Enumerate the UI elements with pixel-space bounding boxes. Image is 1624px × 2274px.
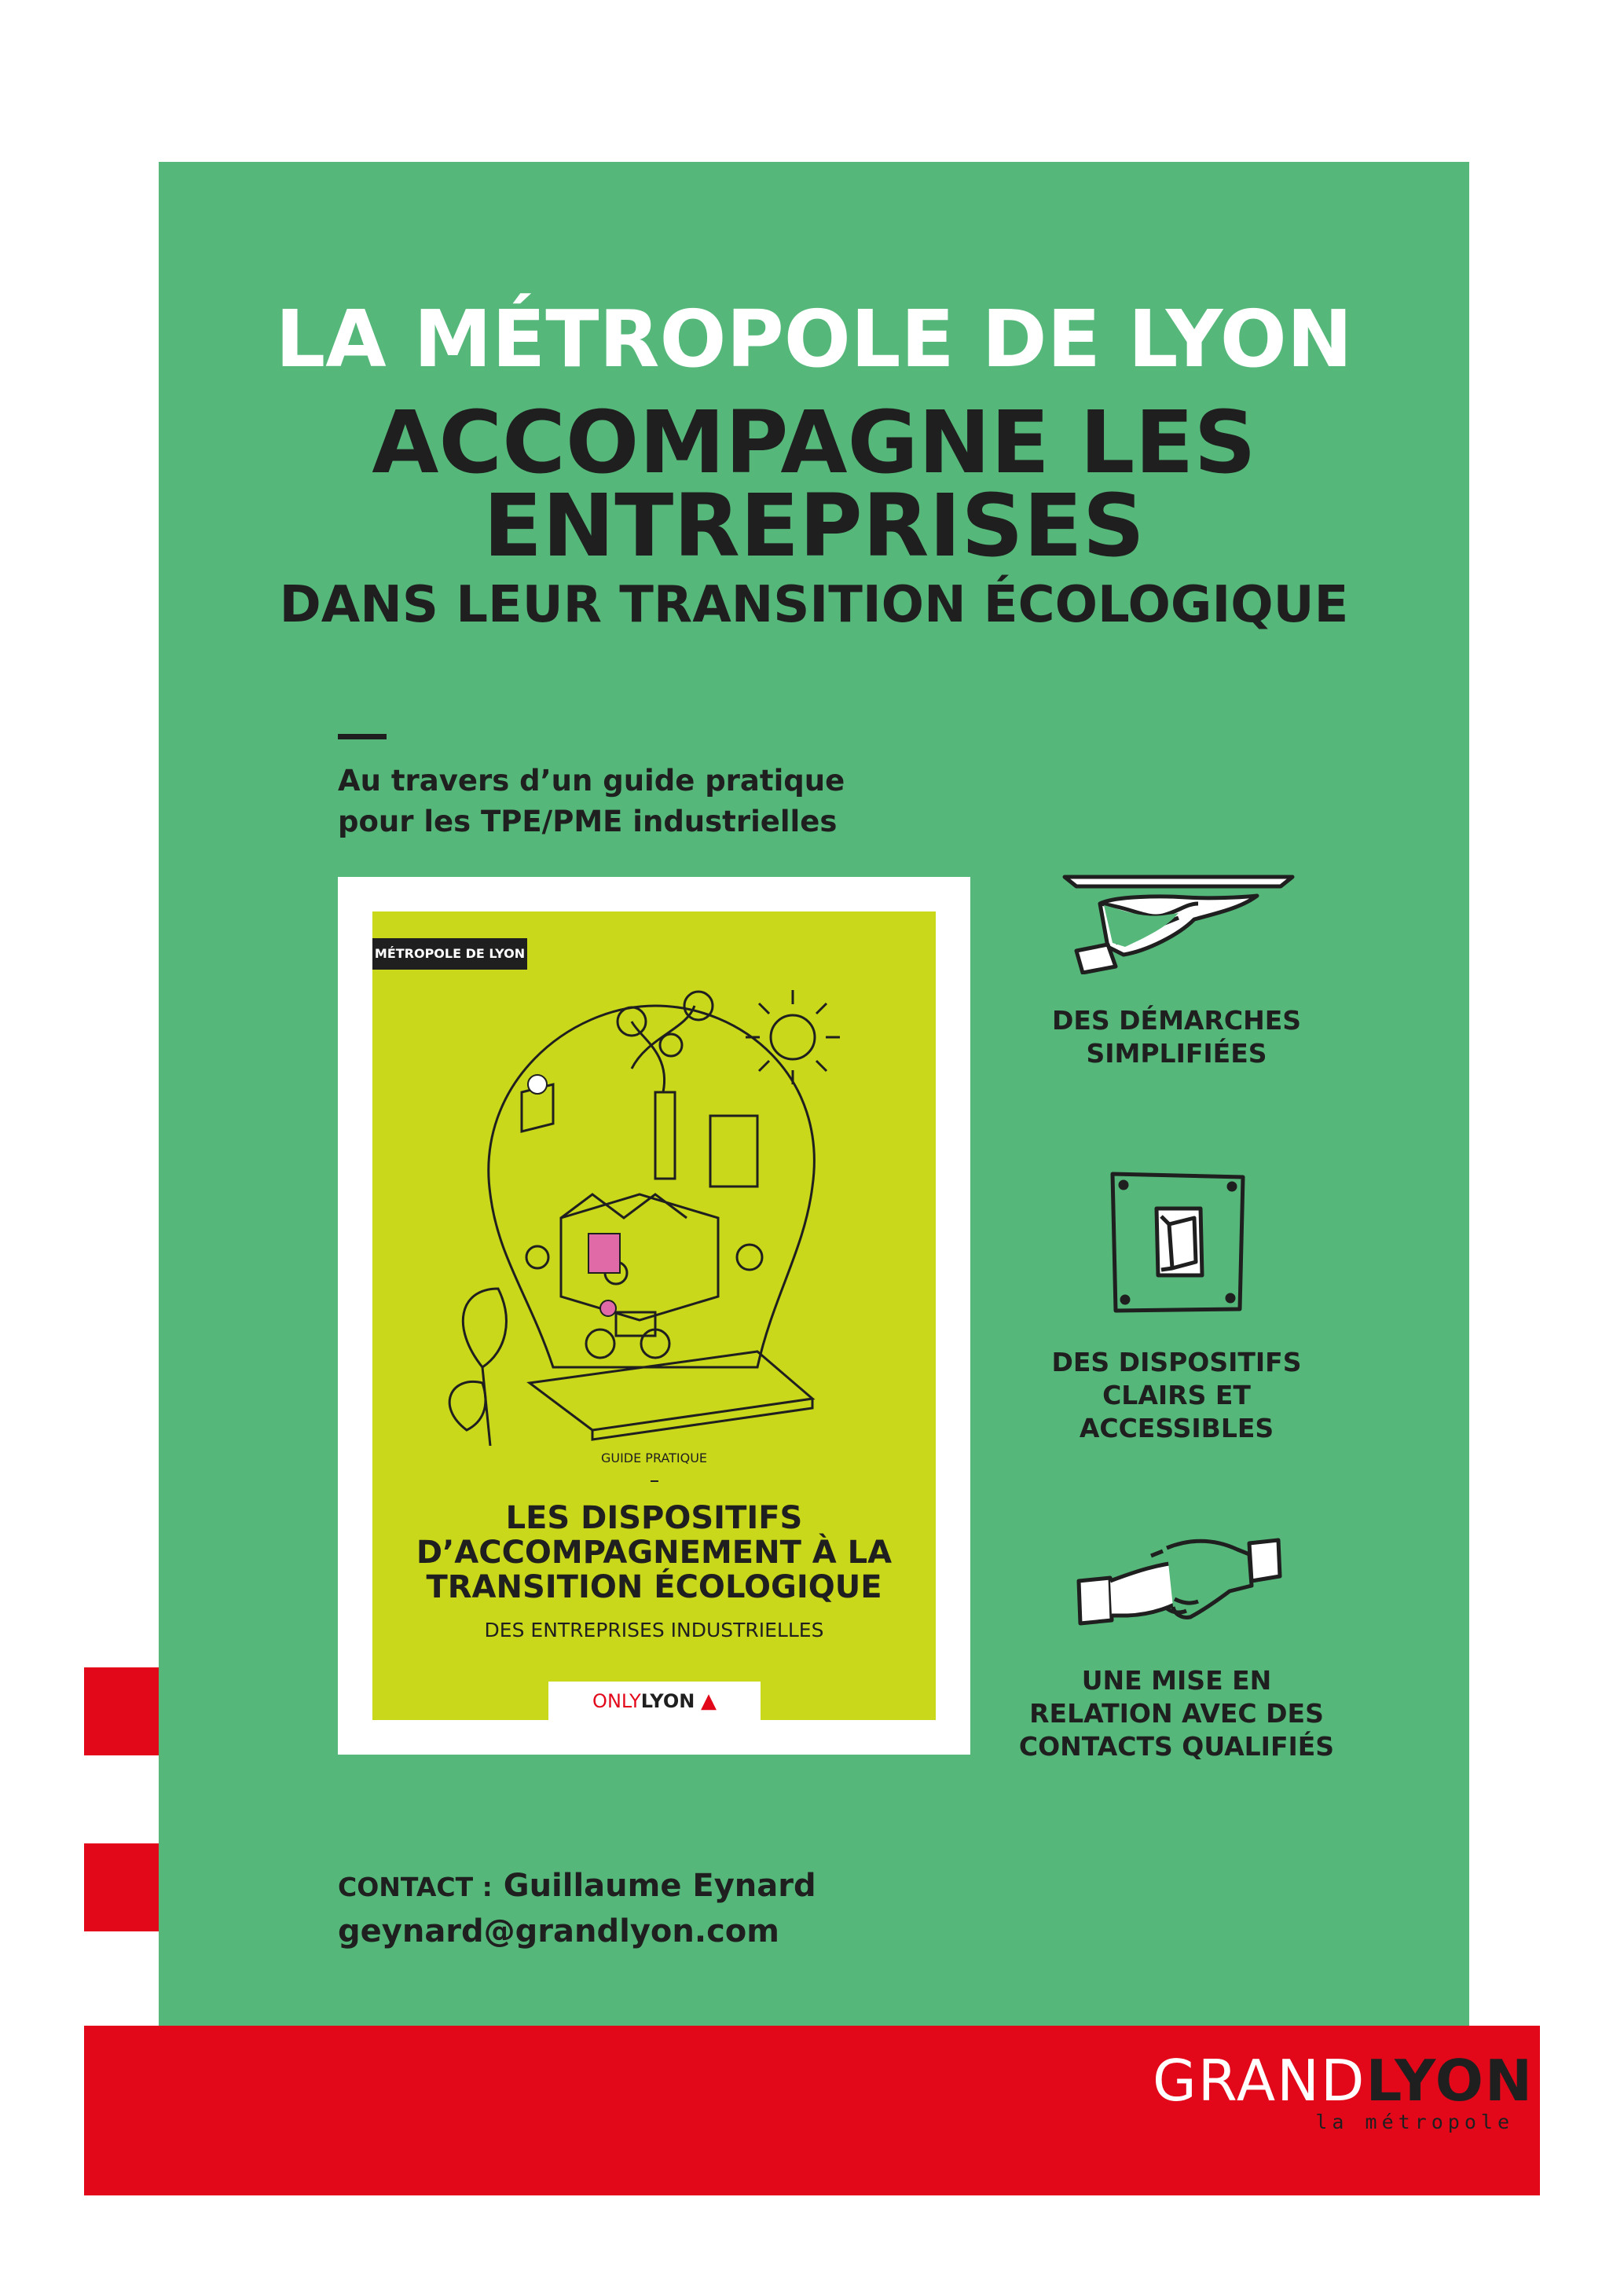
feature-2-label xyxy=(1010,1346,1344,1445)
feature-3-line-3: CONTACTS QUALIFIÉS xyxy=(1018,1731,1335,1762)
feature-2-line-1: DES DISPOSITIFS xyxy=(1051,1347,1302,1377)
headline-line-3: ENTREPRISES xyxy=(483,475,1145,576)
cover-tag: MÉTROPOLE DE LYON xyxy=(372,938,527,970)
onlylyon-logo-lyon: LYON xyxy=(640,1690,695,1712)
red-side-tab-top xyxy=(84,1667,159,1755)
contact-label: CONTACT : xyxy=(338,1872,493,1902)
feature-2-line-2: CLAIRS ET xyxy=(1102,1380,1251,1410)
feature-3-line-2: RELATION AVEC DES xyxy=(1029,1698,1324,1729)
cover-title xyxy=(372,1501,936,1605)
onlylyon-logo-only: ONLY xyxy=(592,1690,641,1712)
lion-icon: ▲ xyxy=(700,1689,717,1713)
cover-guide-label: GUIDE PRATIQUE xyxy=(600,1451,708,1465)
feature-2-line-3: ACCESSIBLES xyxy=(1079,1413,1274,1443)
cover-title-line-1: LES DISPOSITIFS xyxy=(505,1500,803,1536)
feature-1-label xyxy=(1010,1004,1344,1070)
intro-line-2: pour les TPE/PME industrielles xyxy=(338,805,838,838)
headline-line-2: ACCOMPAGNE LES xyxy=(372,392,1256,493)
grandlyon-wordmark xyxy=(1153,2048,1534,2114)
cover-title-line-3: TRANSITION ÉCOLOGIQUE xyxy=(426,1569,882,1605)
red-side-tab-bottom xyxy=(84,1843,159,1931)
hand-tray-icon xyxy=(1061,872,1296,974)
grandlyon-tagline: la métropole xyxy=(1315,2111,1514,2133)
grandlyon-grand: GRAND xyxy=(1153,2048,1366,2114)
intro-text xyxy=(338,761,845,842)
handshake-icon xyxy=(1072,1532,1285,1630)
feature-3-label xyxy=(1010,1664,1344,1763)
guide-cover xyxy=(372,911,936,1720)
headline-subtitle: DANS LEUR TRANSITION ÉCOLOGIQUE xyxy=(279,576,1349,634)
cover-subtitle: DES ENTREPRISES INDUSTRIELLES xyxy=(484,1619,824,1641)
feature-3-line-1: UNE MISE EN xyxy=(1081,1665,1272,1696)
feature-1-line-1: DES DÉMARCHES xyxy=(1051,1005,1302,1036)
grandlyon-logo xyxy=(1153,2048,1534,2133)
contact-email[interactable]: geynard@grandlyon.com xyxy=(338,1913,779,1949)
grandlyon-lyon: LYON xyxy=(1366,2048,1534,2114)
contact-line-1 xyxy=(338,1864,816,1909)
section-divider xyxy=(338,734,387,739)
cover-title-line-2: D’ACCOMPAGNEMENT À LA xyxy=(416,1535,893,1571)
lightbulb-city-illustration xyxy=(435,959,875,1446)
contact-name: Guillaume Eynard xyxy=(503,1868,816,1904)
light-switch-icon xyxy=(1108,1169,1248,1315)
headline-line-1: LA MÉTROPOLE DE LYON xyxy=(275,293,1353,385)
onlylyon-logo xyxy=(548,1682,761,1720)
cover-divider xyxy=(651,1480,658,1482)
contact-block xyxy=(338,1864,816,1953)
intro-line-1: Au travers d’un guide pratique xyxy=(338,764,845,798)
feature-1-line-2: SIMPLIFIÉES xyxy=(1086,1038,1267,1069)
